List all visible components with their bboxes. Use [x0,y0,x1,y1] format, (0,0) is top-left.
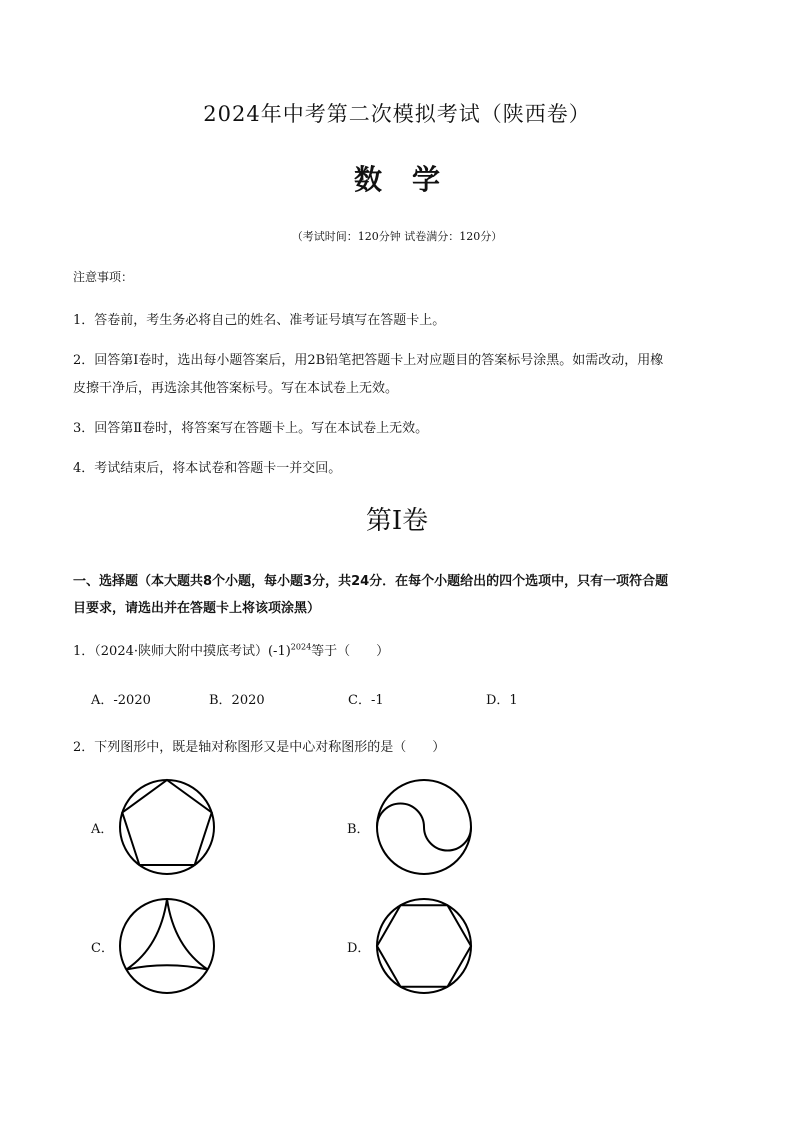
notes-heading: 注意事项： [73,270,134,284]
section-title: 第Ⅰ卷 [365,506,429,536]
note-item: 4．考试结束后，将本试卷和答题卡一并交回。 [73,461,342,476]
note-item: 皮擦干净后，再选涂其他答案标号。写在本试卷上无效。 [73,381,399,396]
part-heading-line1: 一、选择题（本大题共8个小题，每小题3分，共24分．在每个小题给出的四个选项中，只有一项符合题 [73,574,669,589]
exam-title: 2024年中考第二次模拟考试（陕西卷） [203,102,591,126]
q2-label-d: D． [347,941,371,956]
part-heading-line2: 目要求，请选出并在答题卡上将该项涂黑） [73,601,321,616]
yin-yang-figure [373,776,475,878]
question-2: 2．下列图形中，既是轴对称图形又是中心对称图形的是（ ） [73,740,446,755]
subject-title: 数学 [353,163,470,196]
q1-option-b: B．2020 [209,693,265,708]
circle-hexagon-figure [373,895,475,997]
question-1 [73,640,389,659]
q1-option-c: C．-1 [348,693,384,708]
question-1-suffix: 等于（ ） [311,644,390,659]
q2-label-a: A． [91,822,114,837]
note-item: 3．回答第Ⅱ卷时，将答案写在答题卡上。写在本试卷上无效。 [73,421,429,436]
circle-pentagon-figure [116,776,218,878]
q2-label-b: B． [347,822,370,837]
circle-curved-triangle-figure [116,895,218,997]
question-1-exponent: 2024 [290,642,312,652]
q1-option-d: D．1 [486,693,518,708]
q1-option-a: A．-2020 [91,693,151,708]
note-item: 1．答卷前，考生务必将自己的姓名、准考证号填写在答题卡上。 [73,313,446,328]
note-item: 2．回答第Ⅰ卷时，选出每小题答案后，用2B铅笔把答题卡上对应题目的答案标号涂黑。如需改动，用橡 [73,353,664,368]
question-1-prefix: 1．（2024·陕师大附中摸底考试）(-1) [73,644,291,659]
exam-meta: （考试时间：120分钟 试卷满分：120分） [291,230,503,243]
q2-label-c: C． [91,941,114,956]
